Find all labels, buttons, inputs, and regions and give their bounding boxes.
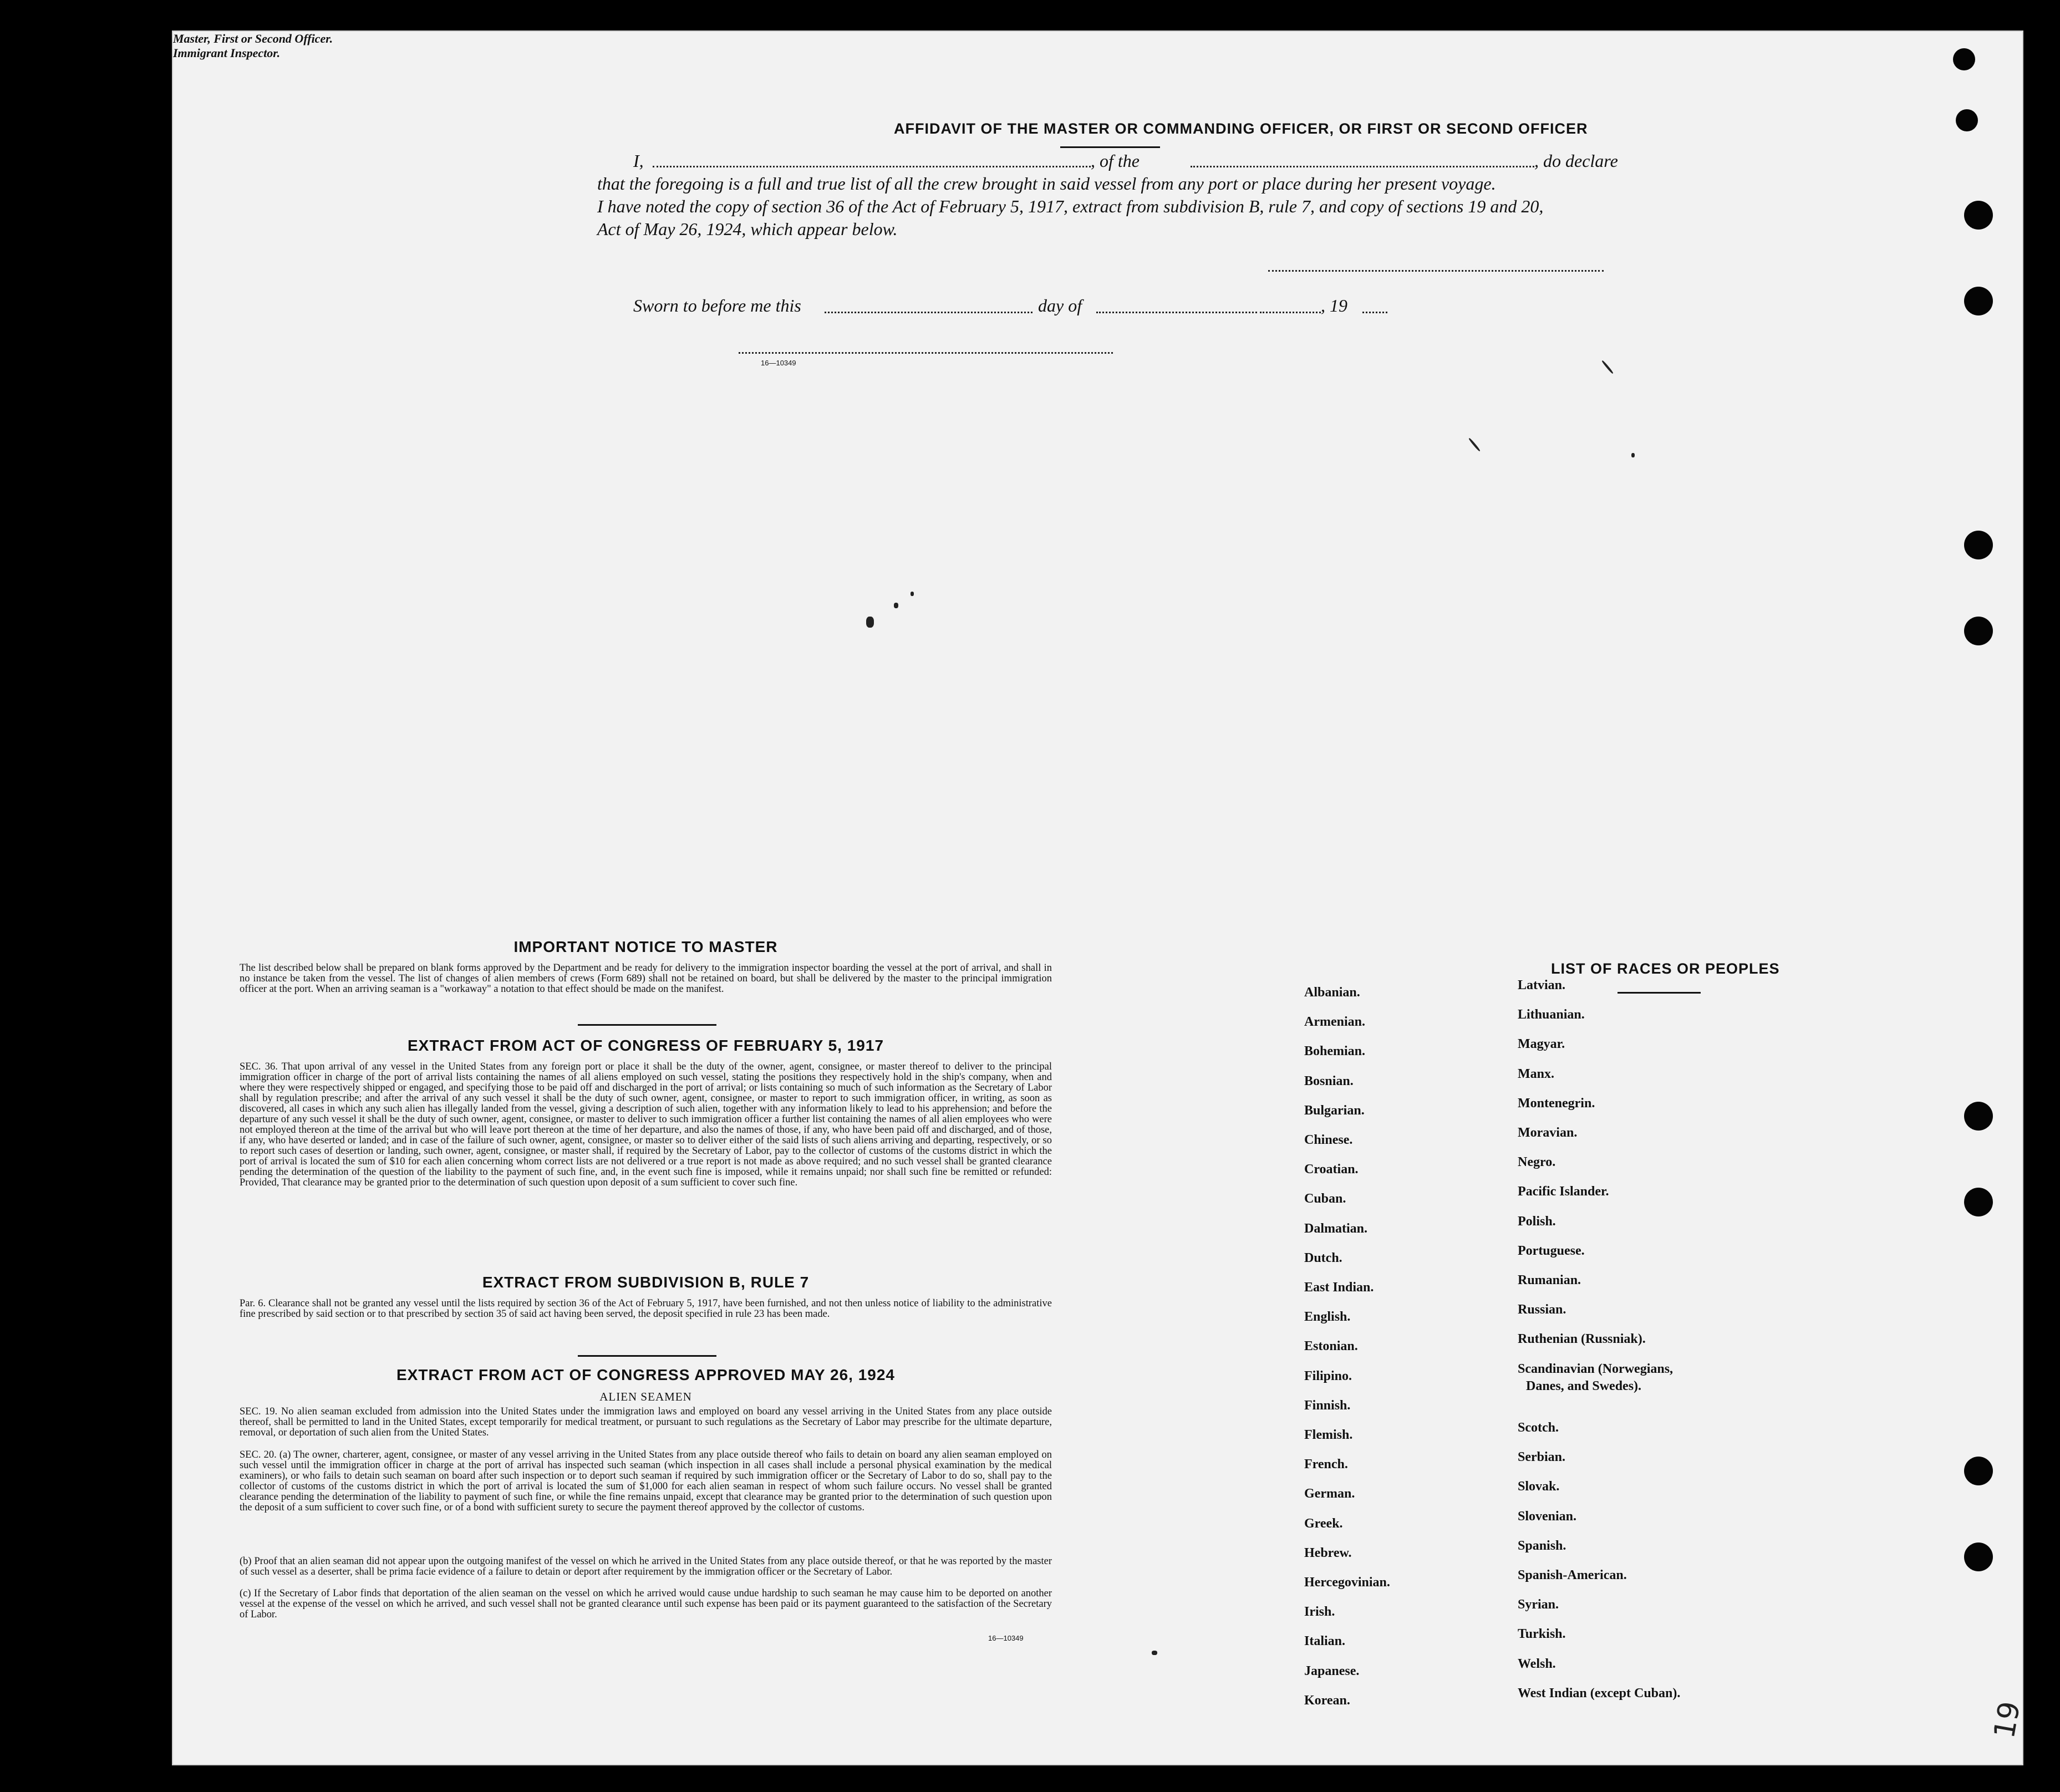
race-item: Japanese. — [1304, 1663, 1360, 1678]
punch-hole — [1964, 1457, 1993, 1485]
race-item: Magyar. — [1518, 1037, 1565, 1052]
name-field-line[interactable] — [653, 166, 1091, 167]
race-item: Slovak. — [1518, 1479, 1560, 1494]
race-item: English. — [1304, 1310, 1351, 1325]
race-item: East Indian. — [1304, 1280, 1374, 1295]
rule-7-text: Par. 6. Clearance shall not be granted any vessel until the lists required by section 36 of the Act of February 5, 1917, have been furnished, and not then unless notice of liability to the administrative fine prescribed by said section or to that prescribed by section 35 of said act having been served, the deposit specified in rule 23 has been made. — [240, 1298, 1052, 1320]
race-item: Lithuanian. — [1518, 1007, 1585, 1022]
race-item: Slovenian. — [1518, 1509, 1577, 1524]
notice-text: The list described below shall be prepared on blank forms approved by the Department and be ready for delivery to the immigration inspector boarding the vessel at the port of arrival, and shall in no instance be taken from the vessel. The list of changes of alien members of crews (Form 689) shall not be retained on board, but shall be delivered by the master to the principal immigration officer at the port. When an arriving seaman is a "workaway" a notation to that effect should be made on the manifest. — [240, 963, 1052, 995]
race-item: Dutch. — [1304, 1250, 1342, 1265]
sec-19-text: SEC. 19. No alien seaman excluded from admission into the United States under the immigration laws and employed on board any vessel arriving in the United States from any place outside thereof, shall be permitted to land in the United States, except temporarily for medical treatment, or pursuant to such regulations as the Secretary of Labor may prescribe for the ultimate departure, removal, or deportation of such alien from the United States. — [240, 1406, 1052, 1438]
extract-1917-text: SEC. 36. That upon arrival of any vessel in the United States from any foreign port or place it shall be the duty of the owner, agent, consignee, or master thereof to deliver to the principal immigration officer in charge of the port of arrival lists containing the names of all aliens employed on such vessel, stating the positions they respectively hold in the ship's company, when and where they were respectively shipped or engaged, and specifying those to be paid off and discharged in the port of arrival; or lists containing so much of such information as the Secretary of Labor shall by regulation prescribe; and after the arrival of any such vessel it shall be the duty of such owner, agent, consignee, or master to report to such immigration officer, in writing, as soon as discovered, all cases in which any such alien has illegally landed from the vessel, giving a description of such alien, together with any information likely to lead to his apprehension; and before the departure of any such vessel it shall be the duty of such owner, agent, consignee, or master to deliver to such immigration officer a further list containing the names of all alien employees who were not employed thereon at the time of the arrival but who will leave port thereon at the time of her departure, and also the names of those, if any, who have been paid off and discharged, and of those, if any, who have deserted or landed; and in case of the failure of such owner, agent, consignee, or master so to deliver either of the said lists of such aliens arriving and departing, respectively, or so to report such cases of desertion or landing, such owner, agent, consignee, or master shall, if required by the Secretary of Labor, pay to the collector of customs of the customs district in which the port of arrival is located the sum of $10 for each alien concerning whom correct lists are not delivered or a true report is not made as above required; and no such vessel shall be granted clearance pending the determination of the question of the liability to the payment of such fine, and, in the event such fine is imposed, while it remains unpaid; nor shall such fine be remitted or refunded: Provided, That clearance may be granted prior to the determination of such question upon deposit of a sum sufficient to cover such fine. — [240, 1061, 1052, 1188]
sec-20a-text: SEC. 20. (a) The owner, charterer, agent, consignee, or master of any vessel arriving in the United States from any place outside thereof who fails to detain on board any alien seaman employed on such vessel until the immigration officer in charge at the port of arrival has inspected such seaman (which inspection in all cases shall include a personal physical examination by the medical examiners), or who fails to detain such seaman on board after such inspection or to deport such seaman if required by such immigration officer or the Secretary of Labor to do so, shall pay to the collector of customs of the customs district in which the port of arrival is located the sum of $1,000 for each alien seaman in respect of whom such failure occurs. No vessel shall be granted clearance pending the determination of the liability to payment of such fine, or while the fine remains unpaid, except that clearance may be granted prior to the determination of such question upon the deposit of a sum sufficient to cover such fine, or of a bond with sufficient surety to secure the payment thereof approved by the collector of customs. — [240, 1449, 1052, 1513]
race-item: Ruthenian (Russniak). — [1518, 1332, 1646, 1347]
form-page — [172, 30, 2027, 1765]
affidavit-title: AFFIDAVIT OF THE MASTER OR COMMANDING OFFICER, OR FIRST OR SECOND OFFICER — [894, 120, 1588, 137]
punch-hole — [1964, 617, 1993, 645]
race-item: West Indian (except Cuban). — [1518, 1686, 1681, 1701]
race-item: Irish. — [1304, 1605, 1335, 1620]
race-item: Korean. — [1304, 1693, 1350, 1708]
punch-hole — [1964, 287, 1993, 315]
ink-smudge — [866, 617, 874, 628]
race-item: Hebrew. — [1304, 1545, 1352, 1560]
vessel-field-line[interactable] — [1191, 166, 1534, 167]
extract-1917-title: EXTRACT FROM ACT OF CONGRESS OF FEBRUARY 5, 1917 — [407, 1037, 884, 1054]
race-item: Greek. — [1304, 1516, 1343, 1531]
punch-hole — [1964, 1542, 1993, 1571]
sworn-month-field-line-2[interactable] — [1260, 312, 1321, 313]
sworn-year-label: , 19 — [1321, 296, 1347, 315]
affidavit-of-the-label: , of the — [1091, 151, 1140, 171]
affidavit-i-label: I, — [633, 151, 644, 171]
ink-smudge — [1468, 437, 1481, 452]
race-item: Cuban. — [1304, 1192, 1346, 1206]
race-item: Russian. — [1518, 1302, 1566, 1317]
race-item: Finnish. — [1304, 1398, 1351, 1413]
race-item: Croatian. — [1304, 1162, 1359, 1177]
sworn-day-of-label: day of — [1038, 296, 1082, 315]
race-item: Hercegovinian. — [1304, 1575, 1390, 1590]
extract-1924-title: EXTRACT FROM ACT OF CONGRESS APPROVED MAY 26, 1924 — [396, 1366, 895, 1383]
punch-hole — [1953, 48, 1975, 70]
sworn-prefix: Sworn to before me this — [633, 296, 801, 315]
race-item: Bohemian. — [1304, 1044, 1366, 1059]
race-item: Pacific Islander. — [1518, 1184, 1609, 1199]
race-item: Scandinavian (Norwegians, — [1518, 1361, 1674, 1376]
ink-smudge — [1152, 1651, 1157, 1655]
punch-hole — [1964, 1102, 1993, 1131]
race-item: Bosnian. — [1304, 1073, 1354, 1088]
race-item: Turkish. — [1518, 1627, 1566, 1642]
punch-hole — [1964, 201, 1993, 230]
races-title: LIST OF RACES OR PEOPLES — [1551, 960, 1780, 977]
race-item: Manx. — [1518, 1066, 1554, 1081]
race-item: Italian. — [1304, 1634, 1346, 1649]
race-item: Negro. — [1518, 1155, 1556, 1170]
sworn-month-field-line[interactable] — [1096, 312, 1257, 313]
race-item: Portuguese. — [1518, 1243, 1585, 1258]
race-item: Syrian. — [1518, 1597, 1559, 1612]
form-number-bottom: 16—10349 — [988, 1634, 1024, 1642]
inspector-field-line[interactable] — [739, 352, 1113, 354]
sec-20c-text: (c) If the Secretary of Labor finds that deportation of the alien seaman on the vessel on which he arrived would cause undue hardship to such seaman he may cause him to be deported on another vessel at the expense of the vessel on which he arrived, and such vessel shall not be granted clearance until such expense has been paid or its payment guaranteed to the satisfaction of the Secretary of Labor. — [240, 1588, 1052, 1620]
divider — [1060, 146, 1160, 148]
race-item: Rumanian. — [1518, 1273, 1581, 1287]
race-item: Flemish. — [1304, 1428, 1353, 1442]
race-item: German. — [1304, 1486, 1355, 1501]
race-item: Danes, and Swedes). — [1526, 1379, 1642, 1393]
ink-smudge — [894, 603, 898, 608]
sworn-year-field-line[interactable] — [1362, 312, 1387, 313]
affidavit-line-4: Act of May 26, 1924, which appear below. — [597, 219, 898, 239]
ink-smudge — [1601, 360, 1614, 374]
race-item: Dalmatian. — [1304, 1221, 1367, 1236]
form-number: 16—10349 — [761, 359, 796, 367]
inspector-label: Immigrant Inspector. — [173, 46, 281, 60]
race-item: Montenegrin. — [1518, 1096, 1595, 1111]
notice-title: IMPORTANT NOTICE TO MASTER — [513, 938, 778, 955]
race-item: Moravian. — [1518, 1126, 1578, 1140]
race-item: Latvian. — [1518, 978, 1566, 992]
affidavit-line-3: I have noted the copy of section 36 of the Act of February 5, 1917, extract from subdivision B, rule 7, and copy of sections 19 and 20, — [597, 196, 1544, 216]
punch-hole — [1964, 531, 1993, 559]
race-item: Serbian. — [1518, 1450, 1566, 1465]
race-item: Polish. — [1518, 1214, 1556, 1229]
race-item: Armenian. — [1304, 1015, 1365, 1030]
ink-smudge — [1631, 453, 1635, 457]
signature-label: Master, First or Second Officer. — [173, 32, 333, 45]
divider — [578, 1024, 716, 1026]
race-item: Filipino. — [1304, 1368, 1352, 1383]
race-item: Estonian. — [1304, 1339, 1358, 1354]
race-item: Albanian. — [1304, 985, 1360, 1000]
ink-smudge — [911, 592, 914, 596]
sec-20b-text: (b) Proof that an alien seaman did not appear upon the outgoing manifest of the vessel on which he arrived in the United States from any place outside thereof, or that he was reported by the master of such vessel as a deserter, shall be prima facie evidence of a failure to detain or deport after requirement by the immigration officer or the Secretary of Labor. — [240, 1556, 1052, 1577]
punch-hole — [1956, 109, 1978, 131]
rule-7-title: EXTRACT FROM SUBDIVISION B, RULE 7 — [482, 1274, 810, 1291]
divider — [1618, 992, 1701, 994]
race-item: Bulgarian. — [1304, 1103, 1365, 1118]
divider — [578, 1355, 716, 1357]
sworn-day-field-line[interactable] — [825, 312, 1032, 313]
alien-seamen-subtitle: ALIEN SEAMEN — [599, 1390, 692, 1403]
page-mark: 19 — [1987, 1699, 2027, 1741]
race-item: Scotch. — [1518, 1421, 1559, 1435]
affidavit-line-2: that the foregoing is a full and true list of all the crew brought in said vessel from any port or place during her present voyage. — [597, 174, 1496, 194]
race-item: Chinese. — [1304, 1133, 1353, 1147]
race-item: French. — [1304, 1457, 1348, 1472]
affidavit-declare-label: , do declare — [1534, 151, 1618, 171]
race-item: Welsh. — [1518, 1656, 1556, 1671]
race-item: Spanish-American. — [1518, 1568, 1627, 1582]
punch-hole — [1964, 1188, 1993, 1216]
race-item: Spanish. — [1518, 1538, 1566, 1553]
signature-field-line[interactable] — [1268, 270, 1604, 272]
